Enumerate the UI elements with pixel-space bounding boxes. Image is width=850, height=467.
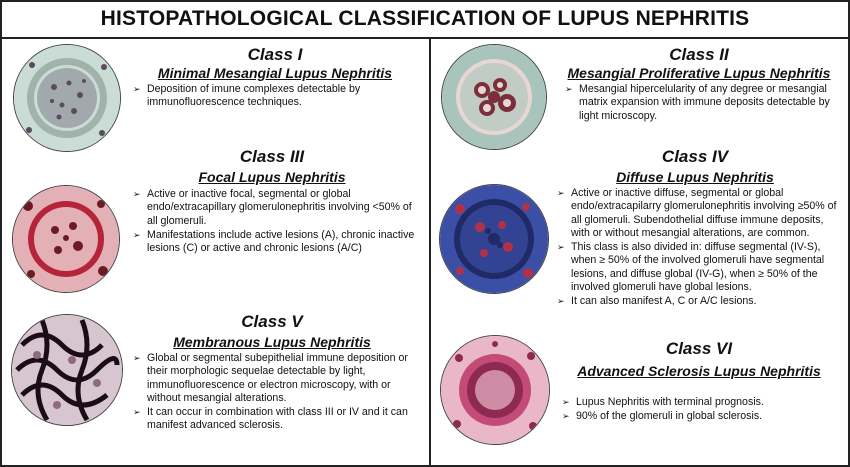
arrow-bullet-icon: ➢: [133, 407, 141, 418]
class-5-bullets: [133, 352, 418, 434]
class-3-micrograph: [12, 185, 120, 293]
bullet-item: ➢ It can also manifest A, C or A/C lesions.: [557, 295, 757, 308]
column-divider: [429, 39, 431, 465]
arrow-bullet-icon: ➢: [557, 296, 565, 307]
class-2-name: Mesangial Proliferative Lupus Nephritis: [567, 65, 831, 81]
arrow-bullet-icon: ➢: [565, 84, 573, 94]
bullet-item: ➢ Lupus Nephritis with terminal prognosis.: [562, 396, 764, 408]
class-5-micrograph: [11, 314, 123, 426]
arrow-bullet-icon: ➢: [133, 84, 141, 94]
class-5-title: Class V: [241, 312, 303, 331]
title-divider: [2, 37, 848, 39]
arrow-bullet-icon: ➢: [133, 353, 141, 363]
arrow-bullet-icon: ➢: [557, 188, 565, 198]
arrow-bullet-icon: ➢: [557, 242, 565, 253]
bullet-item: ➢ Active or inactive diffuse, segmental or global endo/extracapilarry glomerulonephritis involving ≥50% of all glomeruli. Subendothelial diffuse immune deposits, with or without mesangial alterations, are common.: [557, 187, 837, 239]
class-4-bullets: [557, 187, 844, 310]
class-4-micrograph-image: [440, 185, 548, 293]
class-1-bullets: [133, 83, 405, 111]
bullet-item: ➢ It can occur in combination with class III or IV and it can manifest advanced sclerosis.: [133, 406, 408, 432]
arrow-bullet-icon: ➢: [562, 411, 570, 422]
bullet-item: ➢ Mesangial hipercelularity of any degree or mesangial matrix expansion with immune deposits detectable by light microscopy.: [565, 83, 830, 122]
class-3-bullets: [133, 188, 418, 256]
class-5-micrograph-image: [12, 315, 122, 425]
class-6-title: Class VI: [665, 339, 733, 358]
class-4-name: Diffuse Lupus Nephritis: [616, 169, 774, 185]
class-6-micrograph-image: [441, 336, 549, 444]
page-title: HISTOPATHOLOGICAL CLASSIFICATION OF LUPUS NEPHRITIS: [100, 7, 750, 30]
class-4-micrograph: [439, 184, 549, 294]
bullet-item: ➢ This class is also divided in: diffuse segmental (IV-S), when ≥ 50% of the involved glomeruli have segmental lesions, and diffuse global (IV-G), when ≥ 50% of the involved glomeruli have global lesions.: [557, 241, 825, 294]
class-2-title: Class II: [669, 45, 729, 64]
bullet-item: ➢ Deposition of imune complexes detectable by immunofluorescence techniques.: [133, 83, 361, 109]
class-3-name: Focal Lupus Nephritis: [198, 169, 346, 185]
class-2-bullets: [565, 83, 843, 124]
arrow-bullet-icon: ➢: [133, 189, 141, 199]
class-2-micrograph: [441, 44, 547, 150]
class-6-name: Advanced Sclerosis Lupus Nephritis: [577, 363, 821, 379]
class-3-micrograph-image: [13, 186, 119, 292]
class-1-title: Class I: [247, 45, 303, 64]
class-6-micrograph: [440, 335, 550, 445]
class-6-bullets: [562, 396, 844, 425]
bullet-item: ➢ Manifestations include active lesions (A), chronic inactive lesions (C) or active and chronic lesions (A/C): [133, 228, 415, 255]
class-3-title: Class III: [239, 147, 305, 166]
arrow-bullet-icon: ➢: [562, 397, 570, 407]
class-4-title: Class IV: [661, 147, 729, 166]
bullet-item: ➢ 90% of the glomeruli in global sclerosis.: [562, 410, 763, 423]
class-5-name: Membranous Lupus Nephritis: [173, 334, 371, 350]
class-1-micrograph: [13, 44, 121, 152]
arrow-bullet-icon: ➢: [133, 229, 141, 240]
class-1-name: Minimal Mesangial Lupus Nephritis: [157, 65, 393, 81]
class-2-micrograph-image: [442, 45, 546, 149]
bullet-item: ➢ Active or inactive focal, segmental or global endo/extracapillary glomerulonephritis involving <50% of all glomeruli.: [133, 188, 412, 227]
class-1-micrograph-image: [14, 45, 120, 151]
bullet-item: ➢ Global or segmental subepithelial immune deposition or their morphologic sequelae detectable by light, immunofluorescence or electron microscopy, with or without mesangial alterations.: [133, 352, 408, 404]
